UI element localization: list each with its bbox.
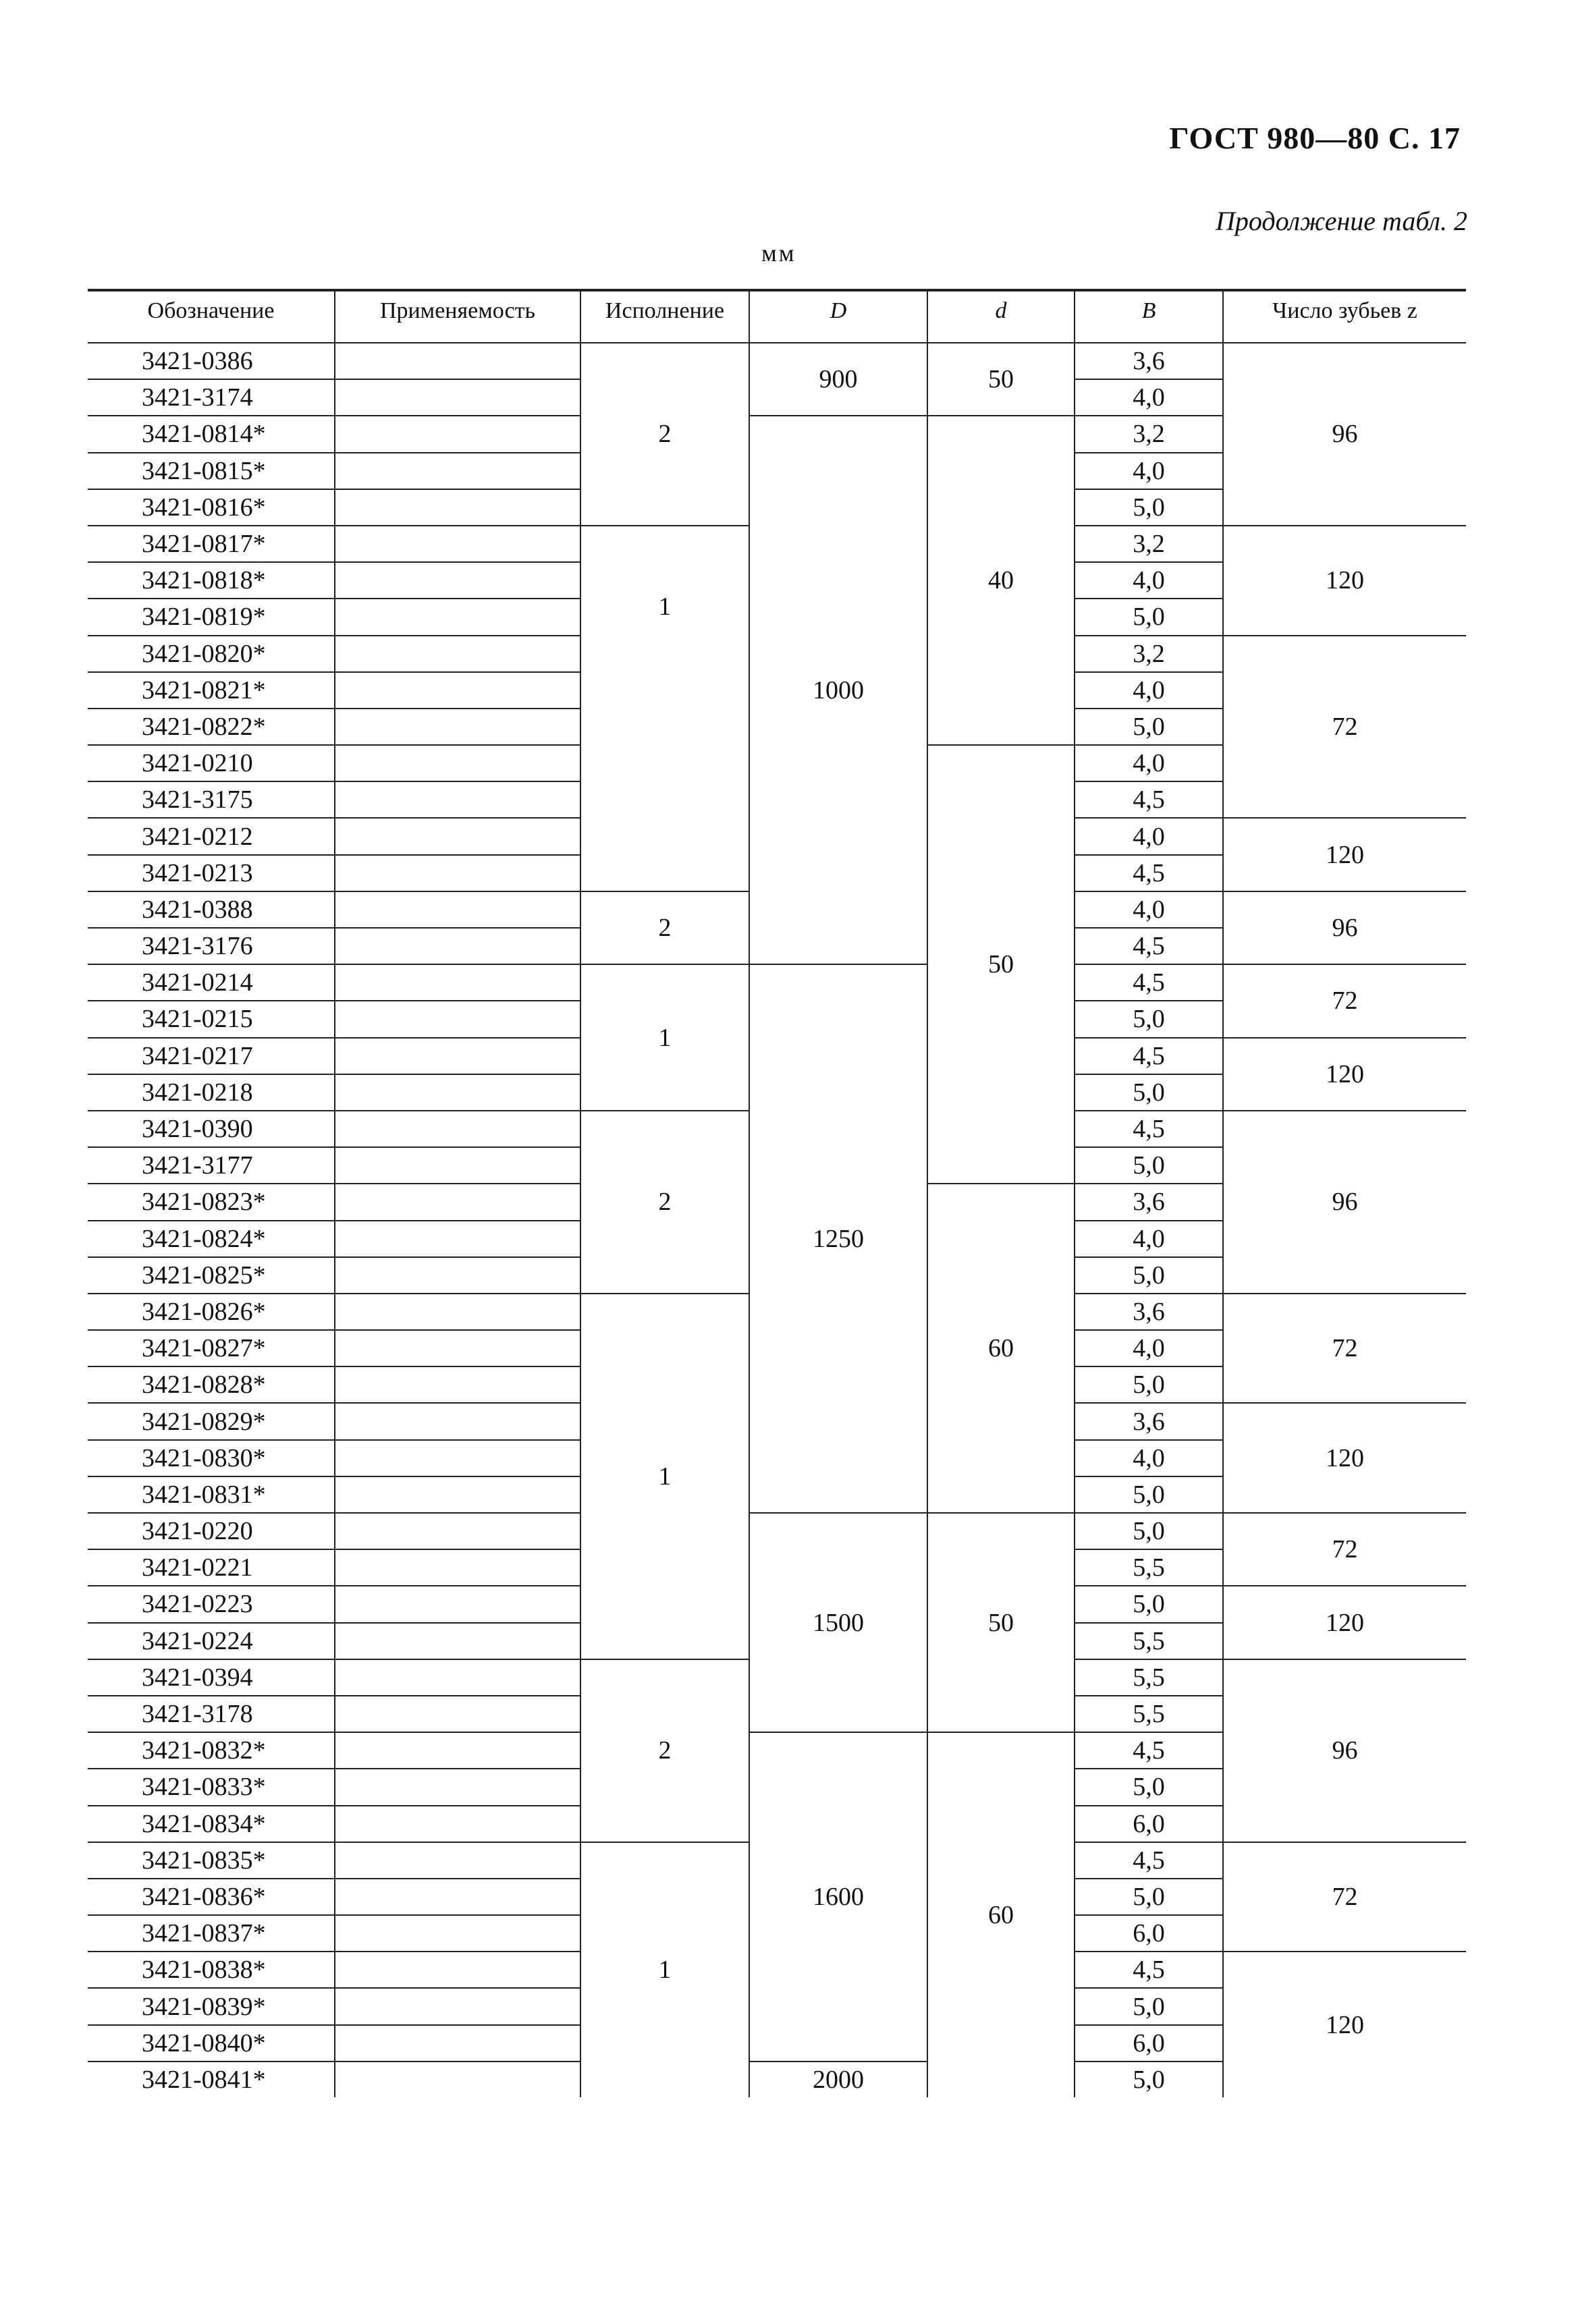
applicability-cell	[335, 1403, 580, 1439]
d-cell: 50	[927, 745, 1075, 1184]
applicability-cell	[335, 1696, 580, 1732]
applicability-cell	[335, 2025, 580, 2062]
applicability-cell	[335, 343, 580, 379]
designation-cell: 3421-0819*	[88, 599, 335, 635]
designation-cell: 3421-0836*	[88, 1879, 335, 1915]
B-cell: 4,5	[1075, 855, 1223, 891]
version-cell: 1	[580, 1842, 749, 2097]
designation-cell: 3421-3174	[88, 379, 335, 416]
B-cell: 6,0	[1075, 1915, 1223, 1952]
units-label: мм	[761, 240, 796, 267]
page-title: ГОСТ 980—80 С. 17	[1169, 121, 1461, 155]
applicability-cell	[335, 489, 580, 526]
B-cell: 3,2	[1075, 416, 1223, 452]
spec-table-container	[88, 289, 1466, 2097]
applicability-cell	[335, 1879, 580, 1915]
applicability-cell	[335, 1257, 580, 1294]
designation-cell: 3421-0390	[88, 1111, 335, 1147]
D-cell: 1600	[749, 1732, 927, 2062]
B-cell: 4,0	[1075, 1440, 1223, 1476]
B-cell: 5,5	[1075, 1549, 1223, 1586]
d-cell: 40	[927, 416, 1075, 745]
version-value: 1	[658, 592, 672, 621]
column-header-version: Исполнение	[580, 290, 749, 343]
applicability-cell	[335, 1623, 580, 1659]
applicability-cell	[335, 1184, 580, 1220]
applicability-cell	[335, 1915, 580, 1952]
designation-cell: 3421-3178	[88, 1696, 335, 1732]
teeth-count-cell: 96	[1223, 1659, 1466, 1842]
designation-cell: 3421-0833*	[88, 1769, 335, 1805]
applicability-cell	[335, 1476, 580, 1513]
designation-cell: 3421-0815*	[88, 453, 335, 489]
designation-cell: 3421-0394	[88, 1659, 335, 1696]
designation-cell: 3421-0816*	[88, 489, 335, 526]
applicability-cell	[335, 1988, 580, 2024]
designation-cell: 3421-0835*	[88, 1842, 335, 1879]
teeth-count-cell: 72	[1223, 964, 1466, 1037]
designation-cell: 3421-0818*	[88, 562, 335, 599]
B-cell: 4,5	[1075, 1732, 1223, 1769]
applicability-cell	[335, 1586, 580, 1622]
applicability-cell	[335, 599, 580, 635]
B-cell: 4,5	[1075, 1952, 1223, 1988]
teeth-count-cell: 120	[1223, 1403, 1466, 1513]
B-cell: 4,0	[1075, 745, 1223, 781]
applicability-cell	[335, 855, 580, 891]
table-row	[88, 964, 1466, 1001]
designation-cell: 3421-3177	[88, 1147, 335, 1184]
designation-cell: 3421-3175	[88, 781, 335, 818]
B-cell: 5,5	[1075, 1696, 1223, 1732]
B-cell: 4,5	[1075, 928, 1223, 964]
B-cell: 4,0	[1075, 672, 1223, 709]
designation-cell: 3421-0826*	[88, 1294, 335, 1330]
B-cell: 5,0	[1075, 1769, 1223, 1805]
designation-cell: 3421-0831*	[88, 1476, 335, 1513]
B-cell: 5,0	[1075, 1586, 1223, 1622]
D-cell: 2000	[749, 2062, 927, 2097]
B-cell: 3,2	[1075, 636, 1223, 672]
applicability-cell	[335, 636, 580, 672]
B-cell: 4,0	[1075, 379, 1223, 416]
spec-table	[88, 289, 1466, 2097]
teeth-count-cell: 72	[1223, 1842, 1466, 1952]
B-cell: 4,0	[1075, 562, 1223, 599]
B-cell: 5,5	[1075, 1659, 1223, 1696]
designation-cell: 3421-0210	[88, 745, 335, 781]
designation-cell: 3421-0824*	[88, 1221, 335, 1257]
B-cell: 5,0	[1075, 2062, 1223, 2097]
designation-cell: 3421-0821*	[88, 672, 335, 709]
designation-cell: 3421-0224	[88, 1623, 335, 1659]
designation-cell: 3421-0828*	[88, 1366, 335, 1403]
table-continuation-caption: Продолжение табл. 2	[1215, 206, 1467, 236]
designation-cell: 3421-0386	[88, 343, 335, 379]
applicability-cell	[335, 781, 580, 818]
column-header-D: D	[749, 290, 927, 343]
version-cell: 2	[580, 1111, 749, 1294]
applicability-cell	[335, 562, 580, 599]
D-cell: 1500	[749, 1513, 927, 1732]
applicability-cell	[335, 1513, 580, 1549]
column-header-d: d	[927, 290, 1075, 343]
applicability-cell	[335, 1659, 580, 1696]
version-cell: 2	[580, 891, 749, 964]
applicability-cell	[335, 709, 580, 745]
B-cell: 5,0	[1075, 1513, 1223, 1549]
B-cell: 4,5	[1075, 964, 1223, 1001]
applicability-cell	[335, 818, 580, 854]
designation-cell: 3421-0839*	[88, 1988, 335, 2024]
applicability-cell	[335, 1952, 580, 1988]
d-cell: 50	[927, 343, 1075, 416]
column-header-B: B	[1075, 290, 1223, 343]
designation-cell: 3421-0834*	[88, 1806, 335, 1842]
applicability-cell	[335, 891, 580, 928]
version-cell: 1	[580, 1294, 749, 1659]
designation-cell: 3421-0388	[88, 891, 335, 928]
B-cell: 4,0	[1075, 453, 1223, 489]
designation-cell: 3421-0830*	[88, 1440, 335, 1476]
teeth-count-cell: 96	[1223, 343, 1466, 526]
designation-cell: 3421-0217	[88, 1038, 335, 1074]
designation-cell: 3421-0825*	[88, 1257, 335, 1294]
applicability-cell	[335, 379, 580, 416]
applicability-cell	[335, 1294, 580, 1330]
B-cell: 6,0	[1075, 2025, 1223, 2062]
designation-cell: 3421-0817*	[88, 526, 335, 562]
teeth-count-cell: 120	[1223, 1586, 1466, 1659]
version-cell	[580, 526, 749, 891]
designation-cell: 3421-0827*	[88, 1330, 335, 1366]
B-cell: 4,5	[1075, 1111, 1223, 1147]
table-row	[88, 343, 1466, 379]
teeth-count-cell: 120	[1223, 526, 1466, 636]
table-header-row	[88, 290, 1466, 343]
D-cell: 1250	[749, 964, 927, 1513]
teeth-count-cell: 120	[1223, 1952, 1466, 2097]
designation-cell: 3421-3176	[88, 928, 335, 964]
column-header-teeth-count: Число зубьев z	[1223, 290, 1466, 343]
B-cell: 3,6	[1075, 1403, 1223, 1439]
version-cell: 2	[580, 343, 749, 526]
B-cell: 5,0	[1075, 1366, 1223, 1403]
version-cell: 1	[580, 964, 749, 1111]
applicability-cell	[335, 1842, 580, 1879]
applicability-cell	[335, 1074, 580, 1111]
B-cell: 4,5	[1075, 1842, 1223, 1879]
B-cell: 4,0	[1075, 1221, 1223, 1257]
B-cell: 4,5	[1075, 781, 1223, 818]
designation-cell: 3421-0832*	[88, 1732, 335, 1769]
column-header-applicability: Применяемость	[335, 290, 580, 343]
table-row	[88, 1513, 1466, 1549]
applicability-cell	[335, 1366, 580, 1403]
B-cell: 5,0	[1075, 599, 1223, 635]
applicability-cell	[335, 964, 580, 1001]
applicability-cell	[335, 1038, 580, 1074]
applicability-cell	[335, 1440, 580, 1476]
applicability-cell	[335, 1001, 580, 1037]
designation-cell: 3421-0838*	[88, 1952, 335, 1988]
designation-cell: 3421-0218	[88, 1074, 335, 1111]
B-cell: 3,6	[1075, 343, 1223, 379]
applicability-cell	[335, 1769, 580, 1805]
B-cell: 3,6	[1075, 1184, 1223, 1220]
designation-cell: 3421-0837*	[88, 1915, 335, 1952]
applicability-cell	[335, 1330, 580, 1366]
applicability-cell	[335, 1111, 580, 1147]
B-cell: 5,0	[1075, 1257, 1223, 1294]
designation-cell: 3421-0822*	[88, 709, 335, 745]
designation-cell: 3421-0223	[88, 1586, 335, 1622]
B-cell: 6,0	[1075, 1806, 1223, 1842]
B-cell: 5,0	[1075, 1988, 1223, 2024]
column-header-designation: Обозначение	[88, 290, 335, 343]
applicability-cell	[335, 2062, 580, 2097]
applicability-cell	[335, 526, 580, 562]
D-cell: 1000	[749, 416, 927, 964]
B-cell: 5,5	[1075, 1623, 1223, 1659]
applicability-cell	[335, 453, 580, 489]
teeth-count-cell: 96	[1223, 891, 1466, 964]
table-body	[88, 343, 1466, 2097]
designation-cell: 3421-0214	[88, 964, 335, 1001]
B-cell: 3,6	[1075, 1294, 1223, 1330]
applicability-cell	[335, 1732, 580, 1769]
teeth-count-cell: 72	[1223, 1513, 1466, 1586]
teeth-count-cell: 72	[1223, 1294, 1466, 1404]
B-cell: 5,0	[1075, 709, 1223, 745]
applicability-cell	[335, 928, 580, 964]
applicability-cell	[335, 416, 580, 452]
designation-cell: 3421-0823*	[88, 1184, 335, 1220]
applicability-cell	[335, 672, 580, 709]
B-cell: 5,0	[1075, 1147, 1223, 1184]
d-cell: 60	[927, 1184, 1075, 1513]
B-cell: 5,0	[1075, 489, 1223, 526]
D-cell: 900	[749, 343, 927, 416]
d-cell: 50	[927, 1513, 1075, 1732]
designation-cell: 3421-0840*	[88, 2025, 335, 2062]
B-cell: 4,0	[1075, 818, 1223, 854]
B-cell: 3,2	[1075, 526, 1223, 562]
designation-cell: 3421-0220	[88, 1513, 335, 1549]
B-cell: 4,5	[1075, 1038, 1223, 1074]
designation-cell: 3421-0221	[88, 1549, 335, 1586]
B-cell: 5,0	[1075, 1879, 1223, 1915]
B-cell: 4,0	[1075, 891, 1223, 928]
designation-cell: 3421-0841*	[88, 2062, 335, 2097]
applicability-cell	[335, 1549, 580, 1586]
designation-cell: 3421-0820*	[88, 636, 335, 672]
teeth-count-cell: 72	[1223, 636, 1466, 819]
teeth-count-cell: 120	[1223, 1038, 1466, 1111]
version-cell: 2	[580, 1659, 749, 1842]
teeth-count-cell: 120	[1223, 818, 1466, 891]
designation-cell: 3421-0215	[88, 1001, 335, 1037]
teeth-count-cell: 96	[1223, 1111, 1466, 1294]
d-cell: 60	[927, 1732, 1075, 2097]
B-cell: 5,0	[1075, 1001, 1223, 1037]
applicability-cell	[335, 1221, 580, 1257]
designation-cell: 3421-0829*	[88, 1403, 335, 1439]
B-cell: 5,0	[1075, 1476, 1223, 1513]
applicability-cell	[335, 1147, 580, 1184]
designation-cell: 3421-0212	[88, 818, 335, 854]
applicability-cell	[335, 1806, 580, 1842]
designation-cell: 3421-0213	[88, 855, 335, 891]
designation-cell: 3421-0814*	[88, 416, 335, 452]
applicability-cell	[335, 745, 580, 781]
B-cell: 5,0	[1075, 1074, 1223, 1111]
B-cell: 4,0	[1075, 1330, 1223, 1366]
